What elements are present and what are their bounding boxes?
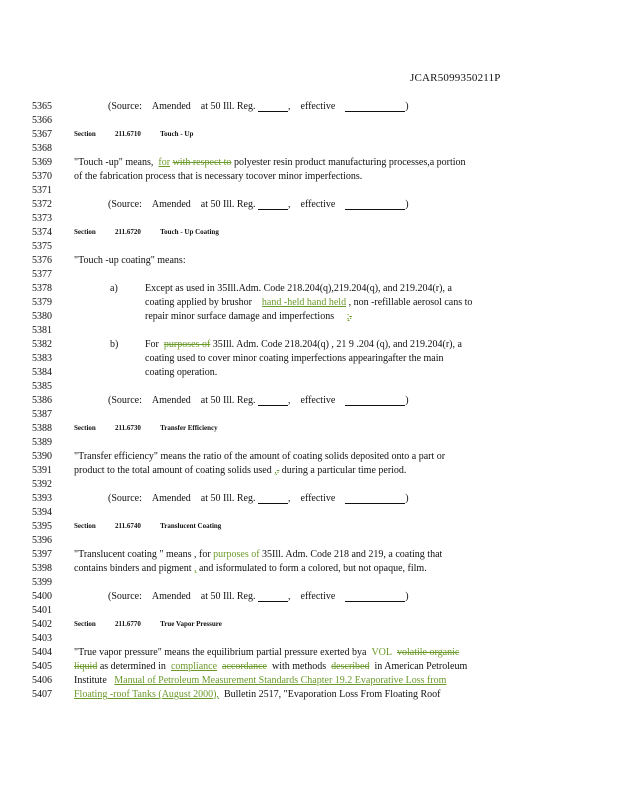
line-number: 5374	[32, 227, 52, 238]
item-label-b: b)	[110, 339, 119, 350]
item-a-text: Except as used in 35Ill.Adm. Code 218.204(q),219.204(q), and 219.204(r), a	[145, 283, 452, 294]
line-number: 5407	[32, 689, 52, 700]
line-number: 5394	[32, 507, 52, 518]
line-number: 5373	[32, 213, 52, 224]
item-label-a: a)	[110, 283, 118, 294]
source-note: (Source: Amended at 50 Ill. Reg. , effective )	[108, 493, 409, 504]
line-number: 5389	[32, 437, 52, 448]
definition-touch-up: "Touch -up" means, for with respect to polyester resin product manufacturing processes,a portion	[74, 157, 466, 168]
line-number: 5375	[32, 241, 52, 252]
line-number: 5392	[32, 479, 52, 490]
definition-true-vapor-pressure: "True vapor pressure" means the equilibrium partial pressure exerted bya VOL volatile organic	[74, 647, 460, 658]
section-heading-211-6730: Section 211.6730 Transfer Efficiency	[74, 424, 218, 432]
definition-translucent-coating: "Translucent coating " means , for purposes of 35Ill. Adm. Code 218 and 219, a coating that	[74, 549, 443, 560]
line-number: 5371	[32, 185, 52, 196]
definition-transfer-efficiency: "Transfer efficiency" means the ratio of the amount of coating solids deposited onto a part or	[74, 451, 446, 462]
line-number: 5386	[32, 395, 52, 406]
line-number: 5393	[32, 493, 52, 504]
source-note: (Source: Amended at 50 Ill. Reg. , effective )	[108, 199, 409, 210]
line-number: 5397	[32, 549, 52, 560]
line-number: 5401	[32, 605, 52, 616]
line-number: 5402	[32, 619, 52, 630]
line-number: 5395	[32, 521, 52, 532]
item-b-text: coating used to cover minor coating imperfections appearingafter the main	[145, 353, 444, 364]
section-heading-211-6710: Section 211.6710 Touch - Up	[74, 130, 194, 138]
line-number: 5367	[32, 129, 52, 140]
section-heading-211-6770: Section 211.6770 True Vapor Pressure	[74, 620, 222, 628]
line-number: 5381	[32, 325, 52, 336]
definition-true-vapor-pressure-cont: liquid as determined in compliance accordance with methods described in American Petroleum	[74, 661, 468, 672]
line-number: 5382	[32, 339, 52, 350]
line-number: 5376	[32, 255, 52, 266]
line-number: 5390	[32, 451, 52, 462]
definition-true-vapor-pressure-cont: Institute Manual of Petroleum Measurement Standards Chapter 19.2 Evaporative Loss from	[74, 675, 447, 686]
item-b-text: For purposes of 35Ill. Adm. Code 218.204(q) , 21 9 .204 (q), and 219.204(r), a	[145, 339, 462, 350]
document-id: JCAR5099350211P	[410, 72, 501, 84]
line-number: 5403	[32, 633, 52, 644]
definition-touch-up-cont: of the fabrication process that is necessary tocover minor imperfections.	[74, 171, 363, 182]
line-number: 5385	[32, 381, 52, 392]
line-number: 5365	[32, 101, 52, 112]
line-number: 5372	[32, 199, 52, 210]
definition-touch-up-coating: "Touch -up coating" means:	[74, 255, 186, 266]
definition-transfer-efficiency-cont: product to the total amount of coating solids used ,. during a particular time period.	[74, 465, 407, 476]
line-number: 5398	[32, 563, 52, 574]
line-number: 5406	[32, 675, 52, 686]
definition-translucent-coating-cont: contains binders and pigment , and isformulated to form a colored, but not opaque, film.	[74, 563, 427, 574]
line-number: 5370	[32, 171, 52, 182]
line-number: 5387	[32, 409, 52, 420]
line-number: 5404	[32, 647, 52, 658]
line-number: 5379	[32, 297, 52, 308]
item-a-text: coating applied by brushor hand -held hand held , non -refillable aerosol cans to	[145, 297, 473, 308]
line-number: 5405	[32, 661, 52, 672]
line-number: 5391	[32, 465, 52, 476]
line-number: 5384	[32, 367, 52, 378]
line-number: 5369	[32, 157, 52, 168]
line-number: 5383	[32, 353, 52, 364]
section-heading-211-6720: Section 211.6720 Touch - Up Coating	[74, 228, 219, 236]
line-number: 5368	[32, 143, 52, 154]
item-a-text: repair minor surface damage and imperfections ;.	[145, 311, 352, 322]
line-number: 5396	[32, 535, 52, 546]
item-b-text: coating operation.	[145, 367, 218, 378]
definition-true-vapor-pressure-cont: Floating -roof Tanks (August 2000), Bulletin 2517, "Evaporation Loss From Floating Roof	[74, 689, 441, 700]
line-number: 5378	[32, 283, 52, 294]
line-number: 5399	[32, 577, 52, 588]
source-note: (Source: Amended at 50 Ill. Reg. , effective )	[108, 101, 409, 112]
line-number: 5388	[32, 423, 52, 434]
section-heading-211-6740: Section 211.6740 Translucent Coating	[74, 522, 222, 530]
source-note: (Source: Amended at 50 Ill. Reg. , effective )	[108, 591, 409, 602]
line-number: 5400	[32, 591, 52, 602]
line-number: 5377	[32, 269, 52, 280]
line-number: 5380	[32, 311, 52, 322]
line-number: 5366	[32, 115, 52, 126]
source-note: (Source: Amended at 50 Ill. Reg. , effective )	[108, 395, 409, 406]
